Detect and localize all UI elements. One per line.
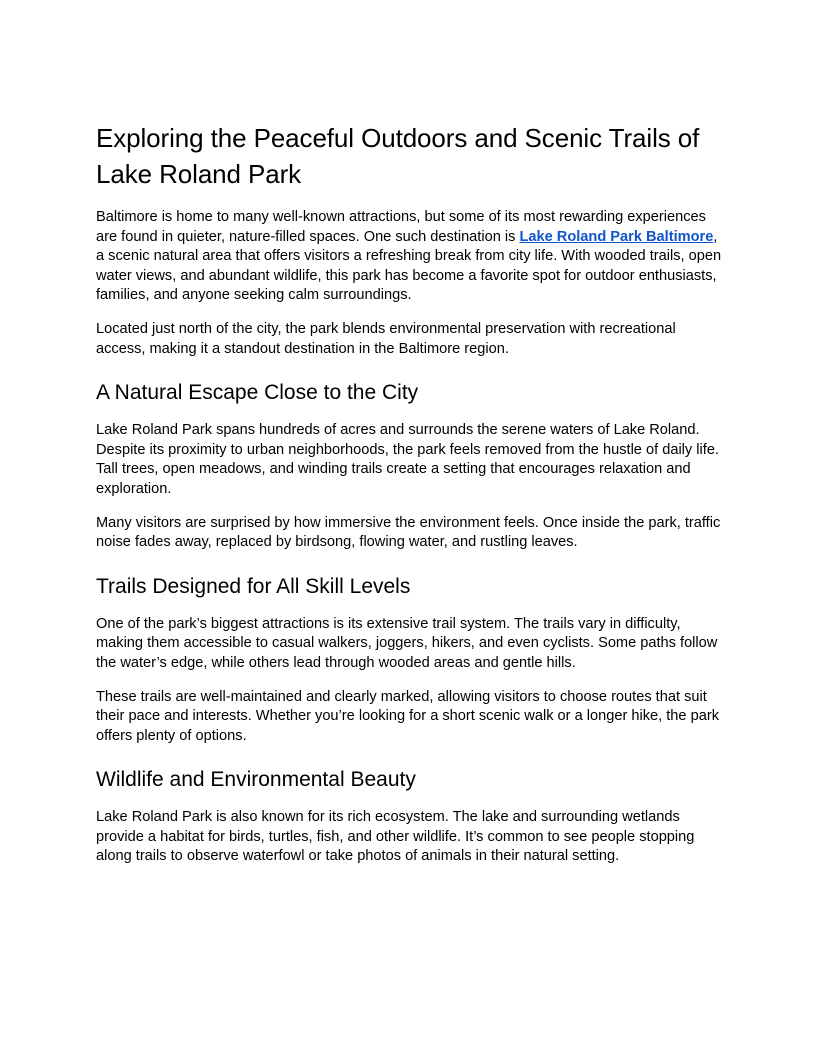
natural-escape-paragraph-1: Lake Roland Park spans hundreds of acres and surrounds the serene waters of Lake Roland. Despite its proximity to urban neighborhoods, the park feels removed from the hustle of daily life. Tall trees, open meadows, and winding trails create a setting that encourages relaxation and exploration. — [96, 422, 719, 497]
wildlife-paragraph-1: Lake Roland Park is also known for its rich ecosystem. The lake and surrounding wetlands provide a habitat for birds, turtles, fish, and other wildlife. It’s common to see people stopping along trails to observe waterfowl or take photos of animals in their natural setting. — [96, 809, 695, 865]
document-page — [96, 120, 722, 881]
natural-escape-paragraph-2: Many visitors are surprised by how immersive the environment feels. Once inside the park, traffic noise fades away, replaced by birdsong, flowing water, and rustling leaves. — [96, 514, 721, 551]
intro-paragraph-1 — [96, 208, 722, 306]
trails-paragraph-2: These trails are well-maintained and clearly marked, allowing visitors to choose routes that suit their pace and interests. Whether you’re looking for a short scenic walk or a longer hike, the park offers plenty of options. — [96, 688, 719, 744]
section-heading-natural-escape: A Natural Escape Close to the City — [96, 381, 419, 405]
intro-text-before-link: Baltimore is home to many well-known attractions, but some of its most rewarding experiences are found in quieter, nature-filled spaces. One such destination is — [96, 209, 706, 245]
trails-paragraph-1: One of the park’s biggest attractions is its extensive trail system. The trails vary in difficulty, making them accessible to casual walkers, joggers, hikers, and even cyclists. Some paths follow the water’s edge, while others lead through wooded areas and gentle hills. — [96, 615, 718, 671]
intro-text-after-link: , a scenic natural area that offers visitors a refreshing break from city life. With wooded trails, open water views, and abundant wildlife, this park has become a favorite spot for outdoor enthusiasts, families, and anyone seeking calm surroundings. — [96, 228, 722, 304]
intro-paragraph-2: Located just north of the city, the park blends environmental preservation with recreational access, making it a standout destination in the Baltimore region. — [96, 320, 676, 357]
section-heading-wildlife: Wildlife and Environmental Beauty — [96, 768, 416, 792]
lake-roland-park-link[interactable]: Lake Roland Park Baltimore — [519, 228, 714, 245]
section-heading-trails: Trails Designed for All Skill Levels — [96, 574, 411, 598]
document-title: Exploring the Peaceful Outdoors and Scenic Trails of Lake Roland Park — [96, 123, 700, 189]
